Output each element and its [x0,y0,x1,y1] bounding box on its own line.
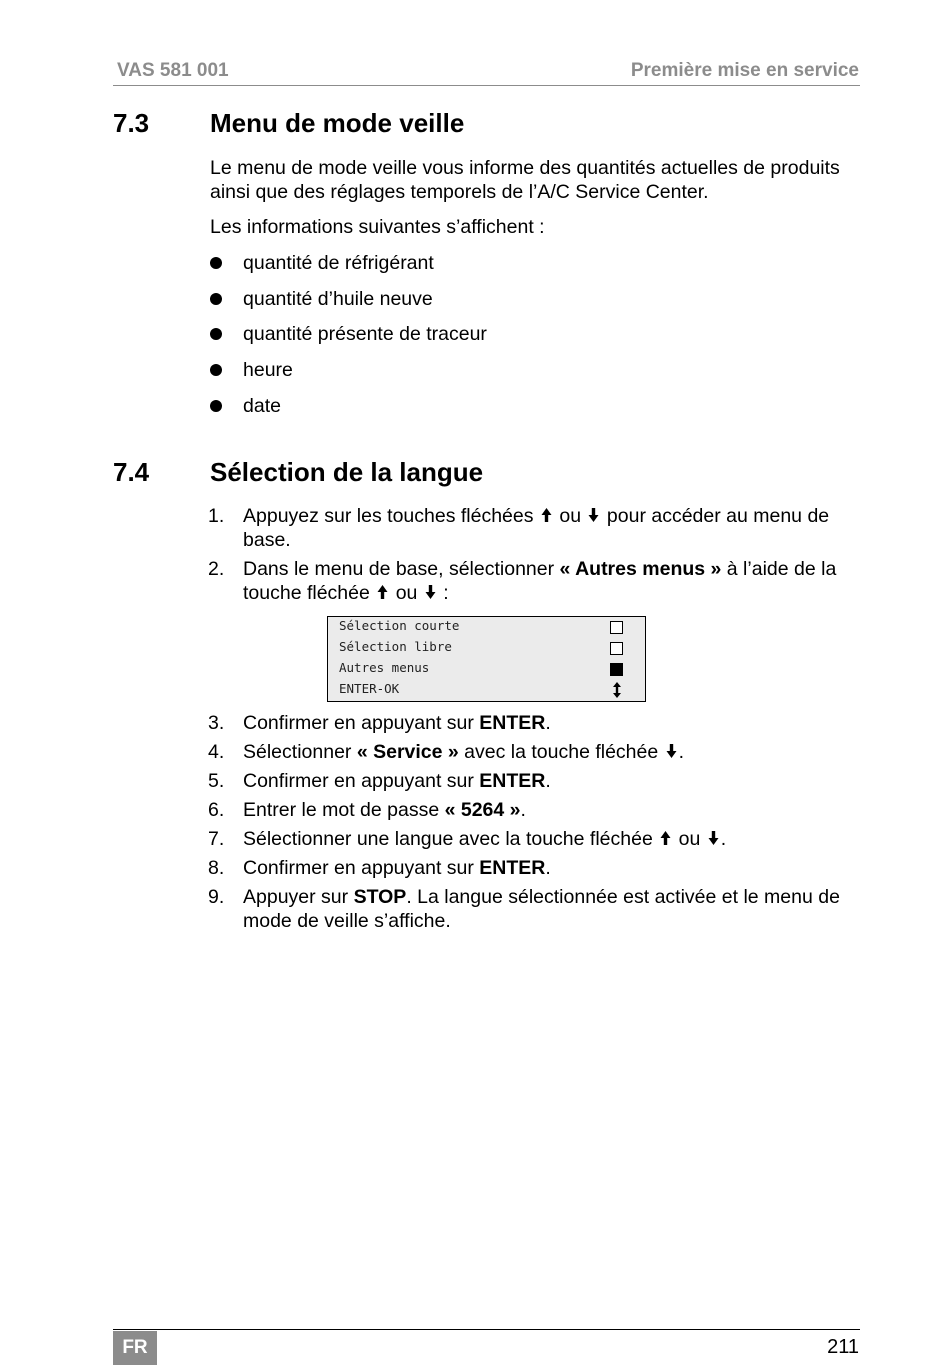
list-item-text: quantité présente de traceur [243,323,487,345]
step-text: Appuyer sur STOP. La langue sélectionnée est activée et le menu de mode de veille s’affiche. [243,886,840,932]
arrow-down-icon [588,507,599,523]
section-title: Menu de mode veille [210,108,465,138]
paragraph: Les informations suivantes s’affichent : [210,216,545,238]
list-item-text: heure [243,359,293,381]
arrow-down-icon [708,830,719,846]
footer-rule [113,1329,860,1330]
step-text: Confirmer en appuyant sur ENTER. [243,770,551,792]
step-number: 6. [208,799,225,821]
step-text: Appuyez sur les touches fléchées ou pour accéder au menu de base. [243,505,830,551]
step-text: Dans le menu de base, sélectionner « Autres menus » à l’aide de la touche fléchée ou : [243,558,837,604]
step-text: Sélectionner « Service » avec la touche fléchée . [243,741,685,763]
section-title: Sélection de la langue [210,457,484,487]
header-chapter: Première mise en service [630,60,859,81]
device-display [327,616,646,702]
header-rule [113,85,860,86]
display-line-other-menus: Autres menus [339,660,430,675]
step-number: 4. [208,741,225,763]
up-down-arrow-icon [611,682,623,698]
checkbox-filled-icon [610,663,623,676]
language-badge: FR [113,1331,157,1365]
section-number: 7.4 [113,457,150,487]
step-text: Confirmer en appuyant sur ENTER. [243,857,551,879]
display-line-enter-ok: ENTER-OK [339,681,400,696]
bullet-icon [210,293,222,305]
step-text: Entrer le mot de passe « 5264 ». [243,799,526,821]
display-line-short-selection: Sélection courte [339,618,460,633]
display-line-free-selection: Sélection libre [339,639,452,654]
arrow-down-icon [425,584,436,600]
bullet-icon [210,328,222,340]
bullet-icon [210,400,222,412]
bullet-icon [210,257,222,269]
step-number: 7. [208,828,225,850]
step-number: 3. [208,712,225,734]
arrow-up-icon [541,507,552,523]
arrow-down-icon [666,743,677,759]
section-number: 7.3 [113,108,150,138]
checkbox-empty-icon [610,642,623,655]
list-item-text: date [243,395,281,417]
header-doc-id: VAS 581 001 [117,60,229,81]
arrow-up-icon [660,830,671,846]
step-number: 8. [208,857,225,879]
page-number: 211 [827,1336,859,1358]
step-text: Confirmer en appuyant sur ENTER. [243,712,551,734]
arrow-up-icon [377,584,388,600]
list-item-text: quantité d’huile neuve [243,288,433,310]
step-number: 2. [208,558,225,580]
list-item-text: quantité de réfrigérant [243,252,434,274]
checkbox-empty-icon [610,621,623,634]
step-text: Sélectionner une langue avec la touche fléchée ou . [243,828,727,850]
step-number: 9. [208,886,225,908]
step-number: 1. [208,505,225,527]
bullet-icon [210,364,222,376]
paragraph: Le menu de mode veille vous informe des quantités actuelles de produits ainsi que des réglages temporels de l’A/C Service Center. [210,157,840,203]
step-number: 5. [208,770,225,792]
